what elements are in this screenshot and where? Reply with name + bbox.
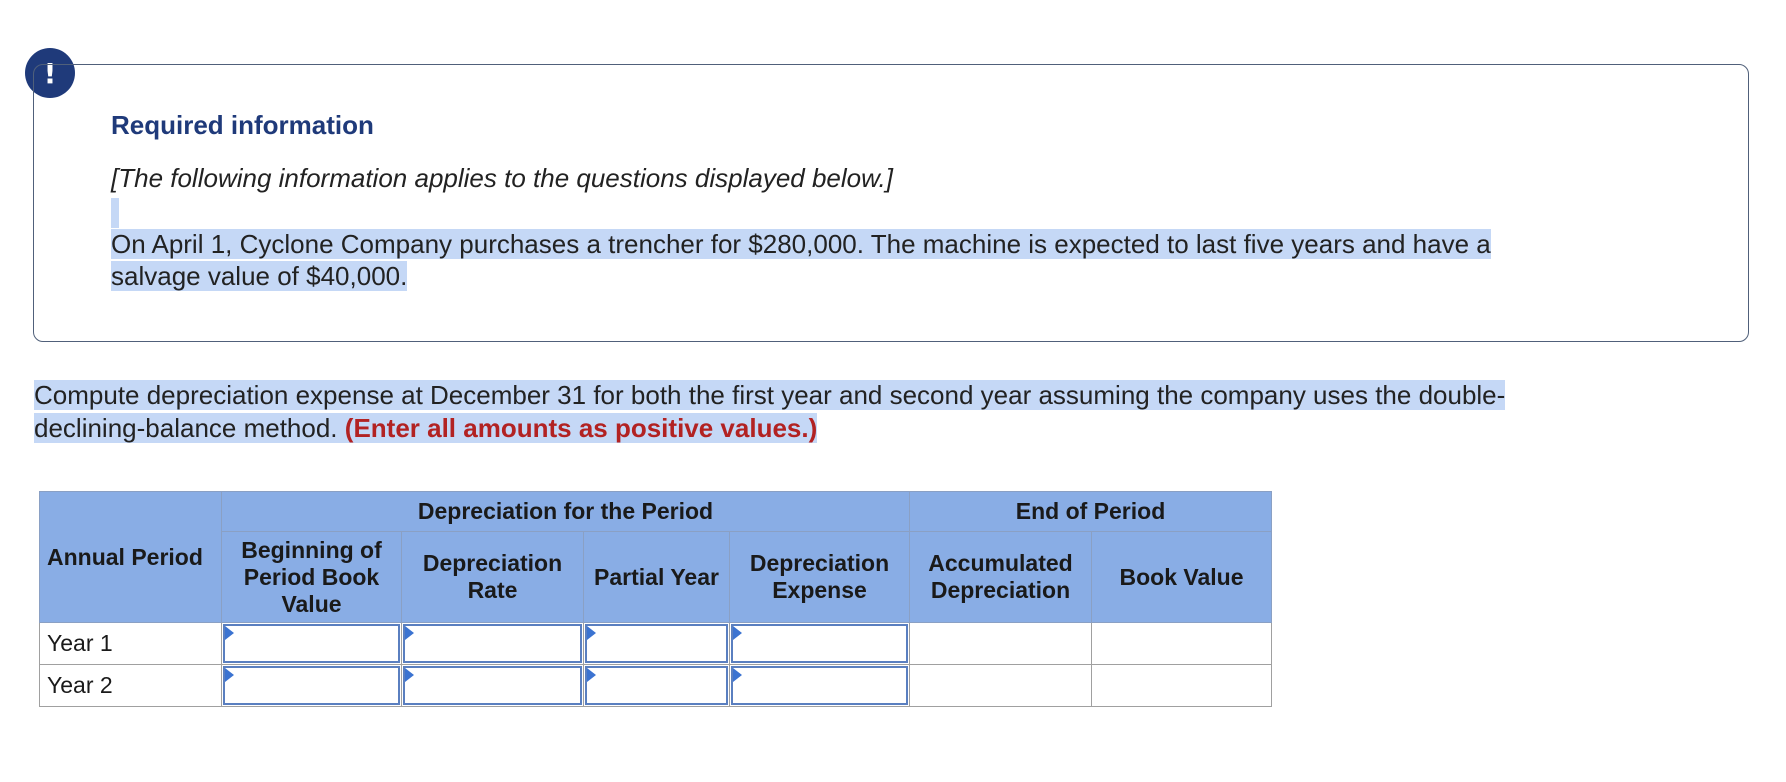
info-note: [The following information applies to the questions displayed below.] [111,163,893,193]
question-instruction: (Enter all amounts as positive values.) [344,413,818,443]
question-text [34,379,1714,445]
selection-highlight [111,198,119,228]
table-row [40,623,1272,665]
year1-beginning-book-value-input[interactable] [223,624,400,663]
year2-depreciation-expense-cell [730,665,910,707]
table-row [40,665,1272,707]
exclamation-glyph: ! [43,56,57,90]
year1-accumulated-depreciation [910,623,1092,665]
year2-beginning-book-value-cell [222,665,402,707]
row-label-year-1: Year 1 [40,623,222,665]
year1-book-value [1092,623,1272,665]
header-depreciation-for-period: Depreciation for the Period [222,492,910,532]
year2-accumulated-depreciation [910,665,1092,707]
year1-partial-year-input[interactable] [585,624,728,663]
year2-depreciation-rate-cell [402,665,584,707]
header-partial-year: Partial Year [584,532,730,623]
required-info-box [33,64,1749,342]
year1-partial-year-cell [584,623,730,665]
year1-depreciation-rate-cell [402,623,584,665]
scenario-line-2: salvage value of $40,000. [111,261,408,291]
year1-depreciation-expense-input[interactable] [731,624,908,663]
header-depreciation-rate: Depreciation Rate [402,532,584,623]
year1-depreciation-expense-cell [730,623,910,665]
year2-depreciation-rate-input[interactable] [403,666,582,705]
row-label-year-2: Year 2 [40,665,222,707]
year1-beginning-book-value-cell [222,623,402,665]
year2-partial-year-cell [584,665,730,707]
header-accumulated-depreciation: Accumulated Depreciation [910,532,1092,623]
header-end-of-period: End of Period [910,492,1272,532]
header-beginning-book-value: Beginning of Period Book Value [222,532,402,623]
year2-beginning-book-value-input[interactable] [223,666,400,705]
scenario-text [111,228,1651,292]
header-annual-period: Annual Period [40,492,222,623]
question-line-1: Compute depreciation expense at December 31 for both the first year and second year assuming the company uses the double- [34,380,1506,410]
header-depreciation-expense: Depreciation Expense [730,532,910,623]
year1-depreciation-rate-input[interactable] [403,624,582,663]
year2-depreciation-expense-input[interactable] [731,666,908,705]
required-info-title: Required information [111,110,374,140]
year2-partial-year-input[interactable] [585,666,728,705]
header-book-value: Book Value [1092,532,1272,623]
question-line-2: declining-balance method. [34,413,338,443]
year2-book-value [1092,665,1272,707]
scenario-line-1: On April 1, Cyclone Company purchases a trencher for $280,000. The machine is expected to last five years and have a [111,229,1491,259]
depreciation-table [39,491,1272,707]
